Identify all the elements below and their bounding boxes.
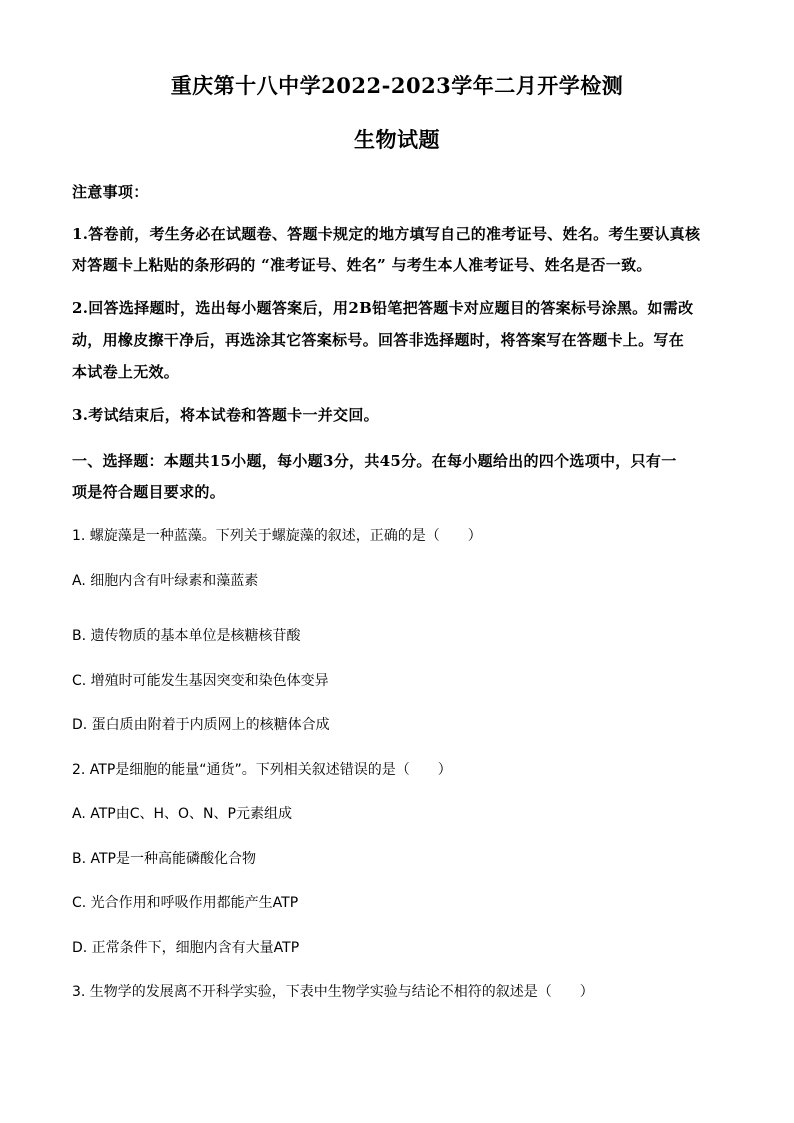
question-2-option-b: B. ATP是一种高能磷酸化合物 bbox=[72, 851, 256, 867]
section-heading-line-2: 项是符合题目要求的。 bbox=[72, 483, 226, 501]
exam-title: 重庆第十八中学2022-2023学年二月开学检测 bbox=[170, 73, 624, 98]
question-2-option-c: C. 光合作用和呼吸作用都能产生ATP bbox=[72, 895, 299, 911]
question-1-option-d: D. 蛋白质由附着于内质网上的核糖体合成 bbox=[72, 717, 330, 733]
notice-item-2-line-1: 2.回答选择题时，选出每小题答案后，用2B铅笔把答题卡对应题目的答案标号涂黑。如需改 bbox=[72, 299, 694, 317]
question-1-option-a: A. 细胞内含有叶绿素和藻蓝素 bbox=[72, 573, 259, 589]
notice-item-2-line-2: 动，用橡皮擦干净后，再选涂其它答案标号。回答非选择题时，将答案写在答题卡上。写在 bbox=[72, 331, 685, 349]
exam-subtitle: 生物试题 bbox=[354, 127, 440, 152]
notice-item-1-line-2: 对答题卡上粘贴的条形码的 “准考证号、姓名” 与考生本人准考证号、姓名是否一致。 bbox=[72, 256, 652, 274]
notice-item-1-line-1: 1.答卷前，考生务必在试题卷、答题卡规定的地方填写自己的准考证号、姓名。考生要认真核 bbox=[72, 225, 701, 243]
question-1-option-b: B. 遗传物质的基本单位是核糖核苷酸 bbox=[72, 628, 301, 644]
notice-item-3-line-1: 3.考试结束后，将本试卷和答题卡一并交回。 bbox=[72, 406, 379, 424]
notice-item-2-line-3: 本试卷上无效。 bbox=[72, 363, 180, 381]
question-1-option-c: C. 增殖时可能发生基因突变和染色体变异 bbox=[72, 673, 329, 689]
question-2-option-d: D. 正常条件下，细胞内含有大量ATP bbox=[72, 940, 300, 956]
notice-heading: 注意事项： bbox=[72, 183, 149, 201]
question-1-stem: 1. 螺旋藻是一种蓝藻。下列关于螺旋藻的叙述，正确的是（ ） bbox=[72, 528, 482, 544]
question-2-option-a: A. ATP由C、H、O、N、P元素组成 bbox=[72, 806, 292, 822]
question-3-stem: 3. 生物学的发展离不开科学实验，下表中生物学实验与结论不相符的叙述是（ ） bbox=[72, 984, 594, 1000]
question-2-stem: 2. ATP是细胞的能量“通货”。下列相关叙述错误的是（ ） bbox=[72, 762, 452, 778]
section-heading-line-1: 一、选择题：本题共15小题，每小题3分，共45分。在每小题给出的四个选项中，只有一 bbox=[72, 452, 677, 470]
